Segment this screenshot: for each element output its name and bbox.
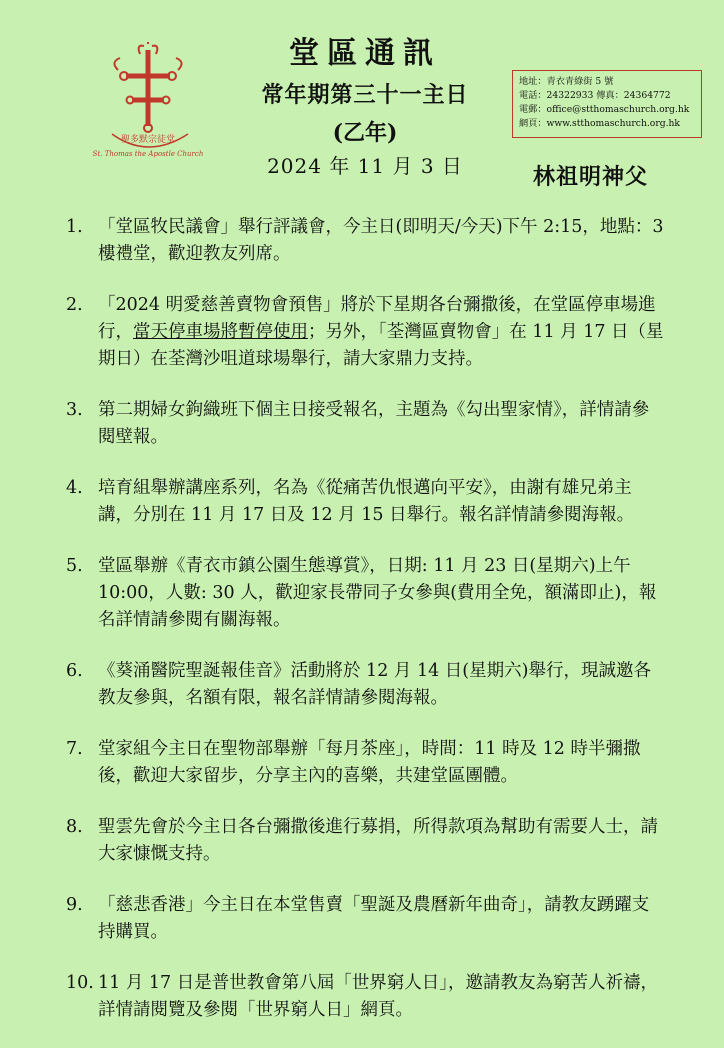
church-logo xyxy=(88,42,208,162)
liturgical-year: (乙年) xyxy=(332,120,398,146)
announcement-item xyxy=(66,814,666,868)
announcement-item xyxy=(66,658,666,712)
item-text: 培育組舉辦講座系列，名為《從痛苦仇恨邁向平安》，由謝有雄兄弟主講，分別在 11 月 17 日及 12 月 15 日舉行。報名詳情請參閱海報。 xyxy=(98,478,635,525)
item-text: 堂區舉辦《青衣市鎮公園生態導賞》，日期: 11 月 23 日(星期六)上午 10:00，人數: 30 人，歡迎家長帶同子女參與(費用全免，額滿即止)，報名詳情請參閱有關海報。 xyxy=(98,556,657,630)
logo-english-name: St. Thomas the Apostle Church xyxy=(92,150,204,158)
item-text: 聖雲先會於今主日各台彌撒後進行募捐，所得款項為幫助有需要人士，請大家慷慨支持。 xyxy=(98,817,658,864)
announcement-item xyxy=(66,970,666,1024)
contact-email: 電郵：office@stthomaschurch.org.hk xyxy=(519,104,690,115)
item-number: 9. xyxy=(66,895,83,915)
liturgical-week: 常年期第三十一主日 xyxy=(261,82,469,108)
contact-phone: 電話：24322933 傳真：24364772 xyxy=(519,90,671,101)
announcement-item xyxy=(66,553,666,634)
item-number: 8. xyxy=(66,817,83,837)
announcement-item xyxy=(66,292,666,373)
announcement-item xyxy=(66,397,666,451)
item-text: 11 月 17 日是普世教會第八屆「世界窮人日」，邀請教友為窮苦人祈禱，詳情請閱覽及參閱「世界窮人日」網頁。 xyxy=(98,973,658,1020)
item-text-part: 「2024 明愛慈善賣物會預售」將於下星期各台彌撒後，在堂區停車場進行， xyxy=(98,295,656,342)
announcement-item xyxy=(66,736,666,790)
announcement-item xyxy=(66,892,666,946)
item-number: 3. xyxy=(66,400,83,420)
announcement-item xyxy=(66,475,666,529)
contact-website: 網頁：www.stthomaschurch.org.hk xyxy=(519,118,680,129)
priest-name: 林祖明神父 xyxy=(533,164,649,190)
item-text: 《葵涌醫院聖誕報佳音》活動將於 12 月 14 日(星期六)舉行，現誠邀各教友參與，名額有限，報名詳情請參閱海報。 xyxy=(98,661,651,708)
item-number: 2. xyxy=(66,295,83,315)
item-text: 「慈悲香港」今主日在本堂售賣「聖誕及農曆新年曲奇」，請教友踴躍支持購買。 xyxy=(98,895,650,942)
contact-address: 地址：青衣青綠街 5 號 xyxy=(519,76,614,87)
parking-notice: 當天停車場將暫停使用 xyxy=(133,322,308,342)
announcement-item xyxy=(66,214,666,268)
item-text: 第二期婦女鉤織班下個主日接受報名，主題為《勾出聖家情》，詳情請參閱壁報。 xyxy=(98,400,650,447)
announcement-list xyxy=(66,214,666,1048)
item-number: 4. xyxy=(66,478,83,498)
logo-chinese-name: 聖多默宗徒堂 xyxy=(120,135,176,145)
item-number: 1. xyxy=(66,217,83,237)
item-text: 堂家組今主日在聖物部舉辦「每月茶座」，時間：11 時及 12 時半彌撒後，歡迎大家留步，分享主內的喜樂，共建堂區團體。 xyxy=(98,739,641,786)
item-number: 10. xyxy=(66,973,94,993)
item-number: 5. xyxy=(66,556,83,576)
item-text-part: ；另外，「荃灣區賣物會」在 11 月 17 日（星期日）在荃灣沙咀道球場舉行，請大家鼎力支持。 xyxy=(98,322,664,369)
item-number: 7. xyxy=(66,739,83,759)
page-title: 堂區通訊 xyxy=(289,36,441,71)
item-text xyxy=(98,292,666,373)
bulletin-date: 2024 年 11 月 3 日 xyxy=(267,154,463,178)
item-text: 「堂區牧民議會」舉行評議會，今主日(即明天/今天)下午 2:15，地點：3 樓禮堂，歡迎教友列席。 xyxy=(98,217,664,264)
item-number: 6. xyxy=(66,661,83,681)
contact-box xyxy=(512,70,702,138)
